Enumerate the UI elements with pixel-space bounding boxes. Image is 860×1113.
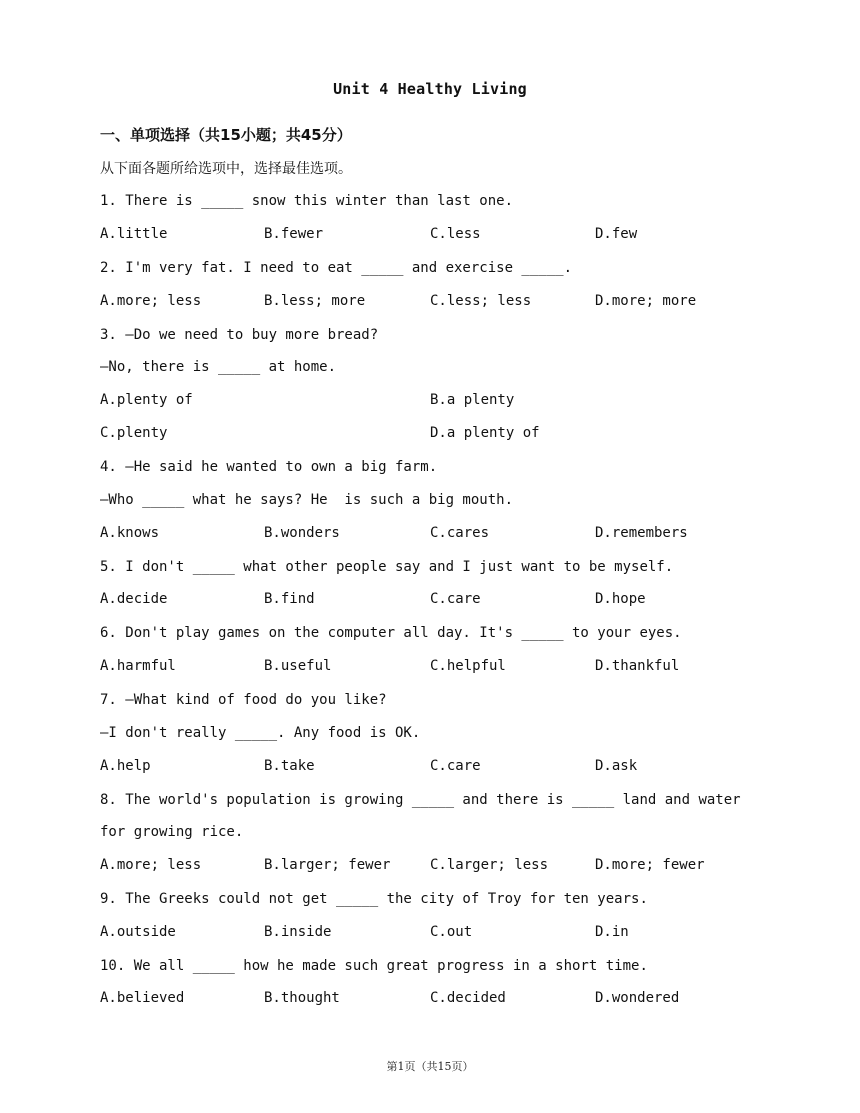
- question-4-option-c: C.cares: [430, 525, 490, 541]
- question-3-option-c: C.plenty: [100, 425, 168, 441]
- question-5-option-b: B.find: [264, 591, 315, 607]
- question-6-option-d: D.thankful: [595, 658, 680, 674]
- question-9-option-a: A.outside: [100, 924, 176, 940]
- question-4-stem: 4. —He said he wanted to own a big farm.: [100, 459, 438, 475]
- question-5-stem: 5. I don't _____ what other people say and I just want to be myself.: [100, 559, 674, 575]
- question-1-option-a: A.little: [100, 226, 168, 242]
- question-5-option-a: A.decide: [100, 591, 168, 607]
- question-2-option-a: A.more; less: [100, 293, 202, 309]
- question-3-option-b: B.a plenty: [430, 392, 515, 408]
- question-8-stem-line-2: for growing rice.: [100, 824, 244, 840]
- question-4-option-b: B.wonders: [264, 525, 340, 541]
- question-9-option-d: D.in: [595, 924, 629, 940]
- question-6-stem: 6. Don't play games on the computer all day. It's _____ to your eyes.: [100, 625, 682, 641]
- question-3-option-a: A.plenty of: [100, 392, 193, 408]
- question-3-option-d: D.a plenty of: [430, 425, 540, 441]
- question-4-option-a: A.knows: [100, 525, 160, 541]
- question-5-option-c: C.care: [430, 591, 481, 607]
- question-2-option-b: B.less; more: [264, 293, 366, 309]
- question-4-option-d: D.remembers: [595, 525, 688, 541]
- question-3-stem: 3. —Do we need to buy more bread?: [100, 327, 379, 343]
- document-title: Unit 4 Healthy Living: [333, 80, 527, 98]
- question-2-option-d: D.more; more: [595, 293, 697, 309]
- question-9-stem: 9. The Greeks could not get _____ the city of Troy for ten years.: [100, 891, 648, 907]
- instruction-text: 从下面各题所给选项中，选择最佳选项。: [100, 161, 352, 177]
- question-10-option-a: A.believed: [100, 990, 185, 1006]
- question-3-stem-line-2: —No, there is _____ at home.: [100, 359, 337, 375]
- question-10-stem: 10. We all _____ how he made such great progress in a short time.: [100, 958, 648, 974]
- question-9-option-b: B.inside: [264, 924, 332, 940]
- question-5-option-d: D.hope: [595, 591, 646, 607]
- question-7-stem-line-2: —I don't really _____. Any food is OK.: [100, 725, 421, 741]
- question-7-option-c: C.care: [430, 758, 481, 774]
- question-2-option-c: C.less; less: [430, 293, 532, 309]
- question-7-option-d: D.ask: [595, 758, 638, 774]
- question-6-option-a: A.harmful: [100, 658, 176, 674]
- question-7-stem: 7. —What kind of food do you like?: [100, 692, 387, 708]
- question-1-option-b: B.fewer: [264, 226, 324, 242]
- question-8-option-a: A.more; less: [100, 857, 202, 873]
- question-4-stem-line-2: —Who _____ what he says? He is such a big mouth.: [100, 492, 514, 508]
- question-8-option-c: C.larger; less: [430, 857, 549, 873]
- question-1-option-c: C.less: [430, 226, 481, 242]
- question-10-option-b: B.thought: [264, 990, 340, 1006]
- question-10-option-d: D.wondered: [595, 990, 680, 1006]
- question-7-option-a: A.help: [100, 758, 151, 774]
- question-1-stem: 1. There is _____ snow this winter than last one.: [100, 193, 514, 209]
- question-2-stem: 2. I'm very fat. I need to eat _____ and exercise _____.: [100, 260, 573, 276]
- question-10-option-c: C.decided: [430, 990, 506, 1006]
- question-8-option-b: B.larger; fewer: [264, 857, 391, 873]
- section-heading: 一、单项选择（共15小题；共45分）: [100, 126, 352, 144]
- question-1-option-d: D.few: [595, 226, 638, 242]
- question-6-option-b: B.useful: [264, 658, 332, 674]
- page-footer: 第1页（共15页）: [386, 1060, 474, 1073]
- question-7-option-b: B.take: [264, 758, 315, 774]
- question-8-option-d: D.more; fewer: [595, 857, 705, 873]
- question-9-option-c: C.out: [430, 924, 473, 940]
- question-6-option-c: C.helpful: [430, 658, 506, 674]
- question-8-stem: 8. The world's population is growing _____ and there is _____ land and water: [100, 792, 741, 808]
